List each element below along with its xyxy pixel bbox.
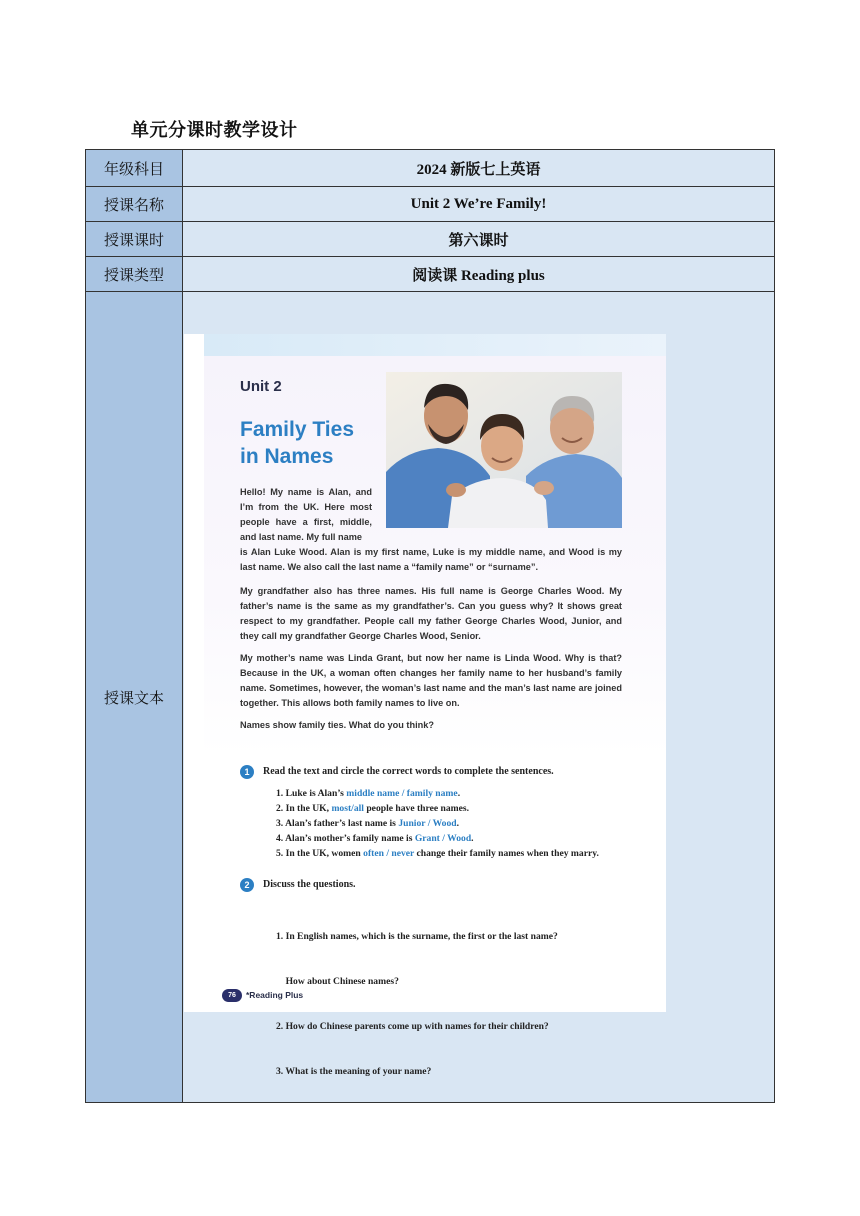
row-label: 授课名称 bbox=[86, 187, 183, 221]
exercise-instruction: Read the text and circle the correct words to complete the sentences. bbox=[263, 766, 554, 777]
paragraph-grandfather: My grandfather also has three names. His full name is George Charles Wood. My father’s name is the same as my grandfather’s. Can you guess why? It shows great respect to my grandfather. People call my father George Charles Wood, Junior, and they call my grandfather George Charles Wood, Senior. bbox=[240, 586, 622, 641]
choice-options: most/all bbox=[331, 803, 364, 814]
exercise-item: 3. What is the meaning of your name? bbox=[276, 1066, 432, 1077]
paragraph-intro: Hello! My name is Alan, and I’m from the UK. Here most people have a first, middle, and last name. My full name bbox=[240, 487, 372, 542]
row-value: 2024 新版七上英语 bbox=[416, 161, 541, 178]
row-value: 第六课时 bbox=[448, 232, 509, 249]
table-row bbox=[86, 292, 774, 1102]
exercise-item: 2. How do Chinese parents come up with names for their children? bbox=[276, 1021, 549, 1032]
document-title: 单元分课时教学设计 bbox=[131, 120, 298, 141]
exercise-number-badge: 2 bbox=[240, 878, 254, 892]
reading-title bbox=[240, 416, 380, 470]
exercise-item: 1. Luke is Alan’s middle name / family name. bbox=[276, 788, 461, 799]
page-footer-label: *Reading Plus bbox=[246, 990, 304, 1000]
exercise-item: 4. Alan’s mother’s family name is Grant / Wood. bbox=[276, 833, 474, 844]
page-header-band bbox=[204, 334, 666, 356]
exercise-items bbox=[276, 786, 626, 861]
family-photo bbox=[386, 372, 622, 528]
exercise-items bbox=[276, 899, 626, 1109]
lesson-design-table bbox=[85, 149, 775, 1103]
reading-title-line: in Names bbox=[240, 445, 334, 468]
choice-options: middle name / family name bbox=[346, 788, 458, 799]
exercise-item: How about Chinese names? bbox=[276, 976, 399, 987]
text-cell bbox=[183, 292, 774, 1102]
row-label: 授课文本 bbox=[86, 292, 183, 1102]
exercise-item: 3. Alan’s father’s last name is Junior / Wood. bbox=[276, 818, 460, 829]
paragraph-mother: My mother’s name was Linda Grant, but now her name is Linda Wood. Why is that? Because in the UK, a woman often changes her family name to her husband’s family name. Sometimes, however, the woman’s last name and the man’s last name are joined together. This allows both family names to live on. bbox=[240, 653, 622, 708]
exercise-instruction: Discuss the questions. bbox=[263, 879, 356, 890]
unit-label: Unit 2 bbox=[240, 378, 282, 395]
row-label: 授课课时 bbox=[86, 222, 183, 256]
paragraph-closing: Names show family ties. What do you think? bbox=[240, 720, 434, 730]
row-label: 授课类型 bbox=[86, 257, 183, 291]
textbook-page bbox=[184, 334, 666, 1077]
exercise-item: 2. In the UK, most/all people have three names. bbox=[276, 803, 470, 814]
row-label: 年级科目 bbox=[86, 150, 183, 186]
choice-options: often / never bbox=[363, 848, 415, 859]
page-number-badge: 76 bbox=[222, 989, 242, 1002]
table-row bbox=[86, 150, 774, 187]
choice-options: Junior / Wood bbox=[398, 818, 457, 829]
exercise-item: 5. In the UK, women often / never change their family names when they marry. bbox=[276, 848, 599, 859]
reading-title-line: Family Ties bbox=[240, 418, 355, 441]
table-row bbox=[86, 257, 774, 292]
paragraph-intro-continued: is Alan Luke Wood. Alan is my first name, Luke is my middle name, and Wood is my last name. We also call the last name a “family name” or “surname”. bbox=[240, 547, 622, 572]
row-value: Unit 2 We’re Family! bbox=[410, 195, 547, 212]
table-row bbox=[86, 222, 774, 257]
row-value: 阅读课 Reading plus bbox=[412, 267, 545, 284]
exercise-item: 1. In English names, which is the surname, the first or the last name? bbox=[276, 931, 558, 942]
exercise-number-badge: 1 bbox=[240, 765, 254, 779]
table-row bbox=[86, 187, 774, 222]
family-photo-illustration bbox=[386, 372, 622, 528]
choice-options: Grant / Wood bbox=[414, 833, 472, 844]
